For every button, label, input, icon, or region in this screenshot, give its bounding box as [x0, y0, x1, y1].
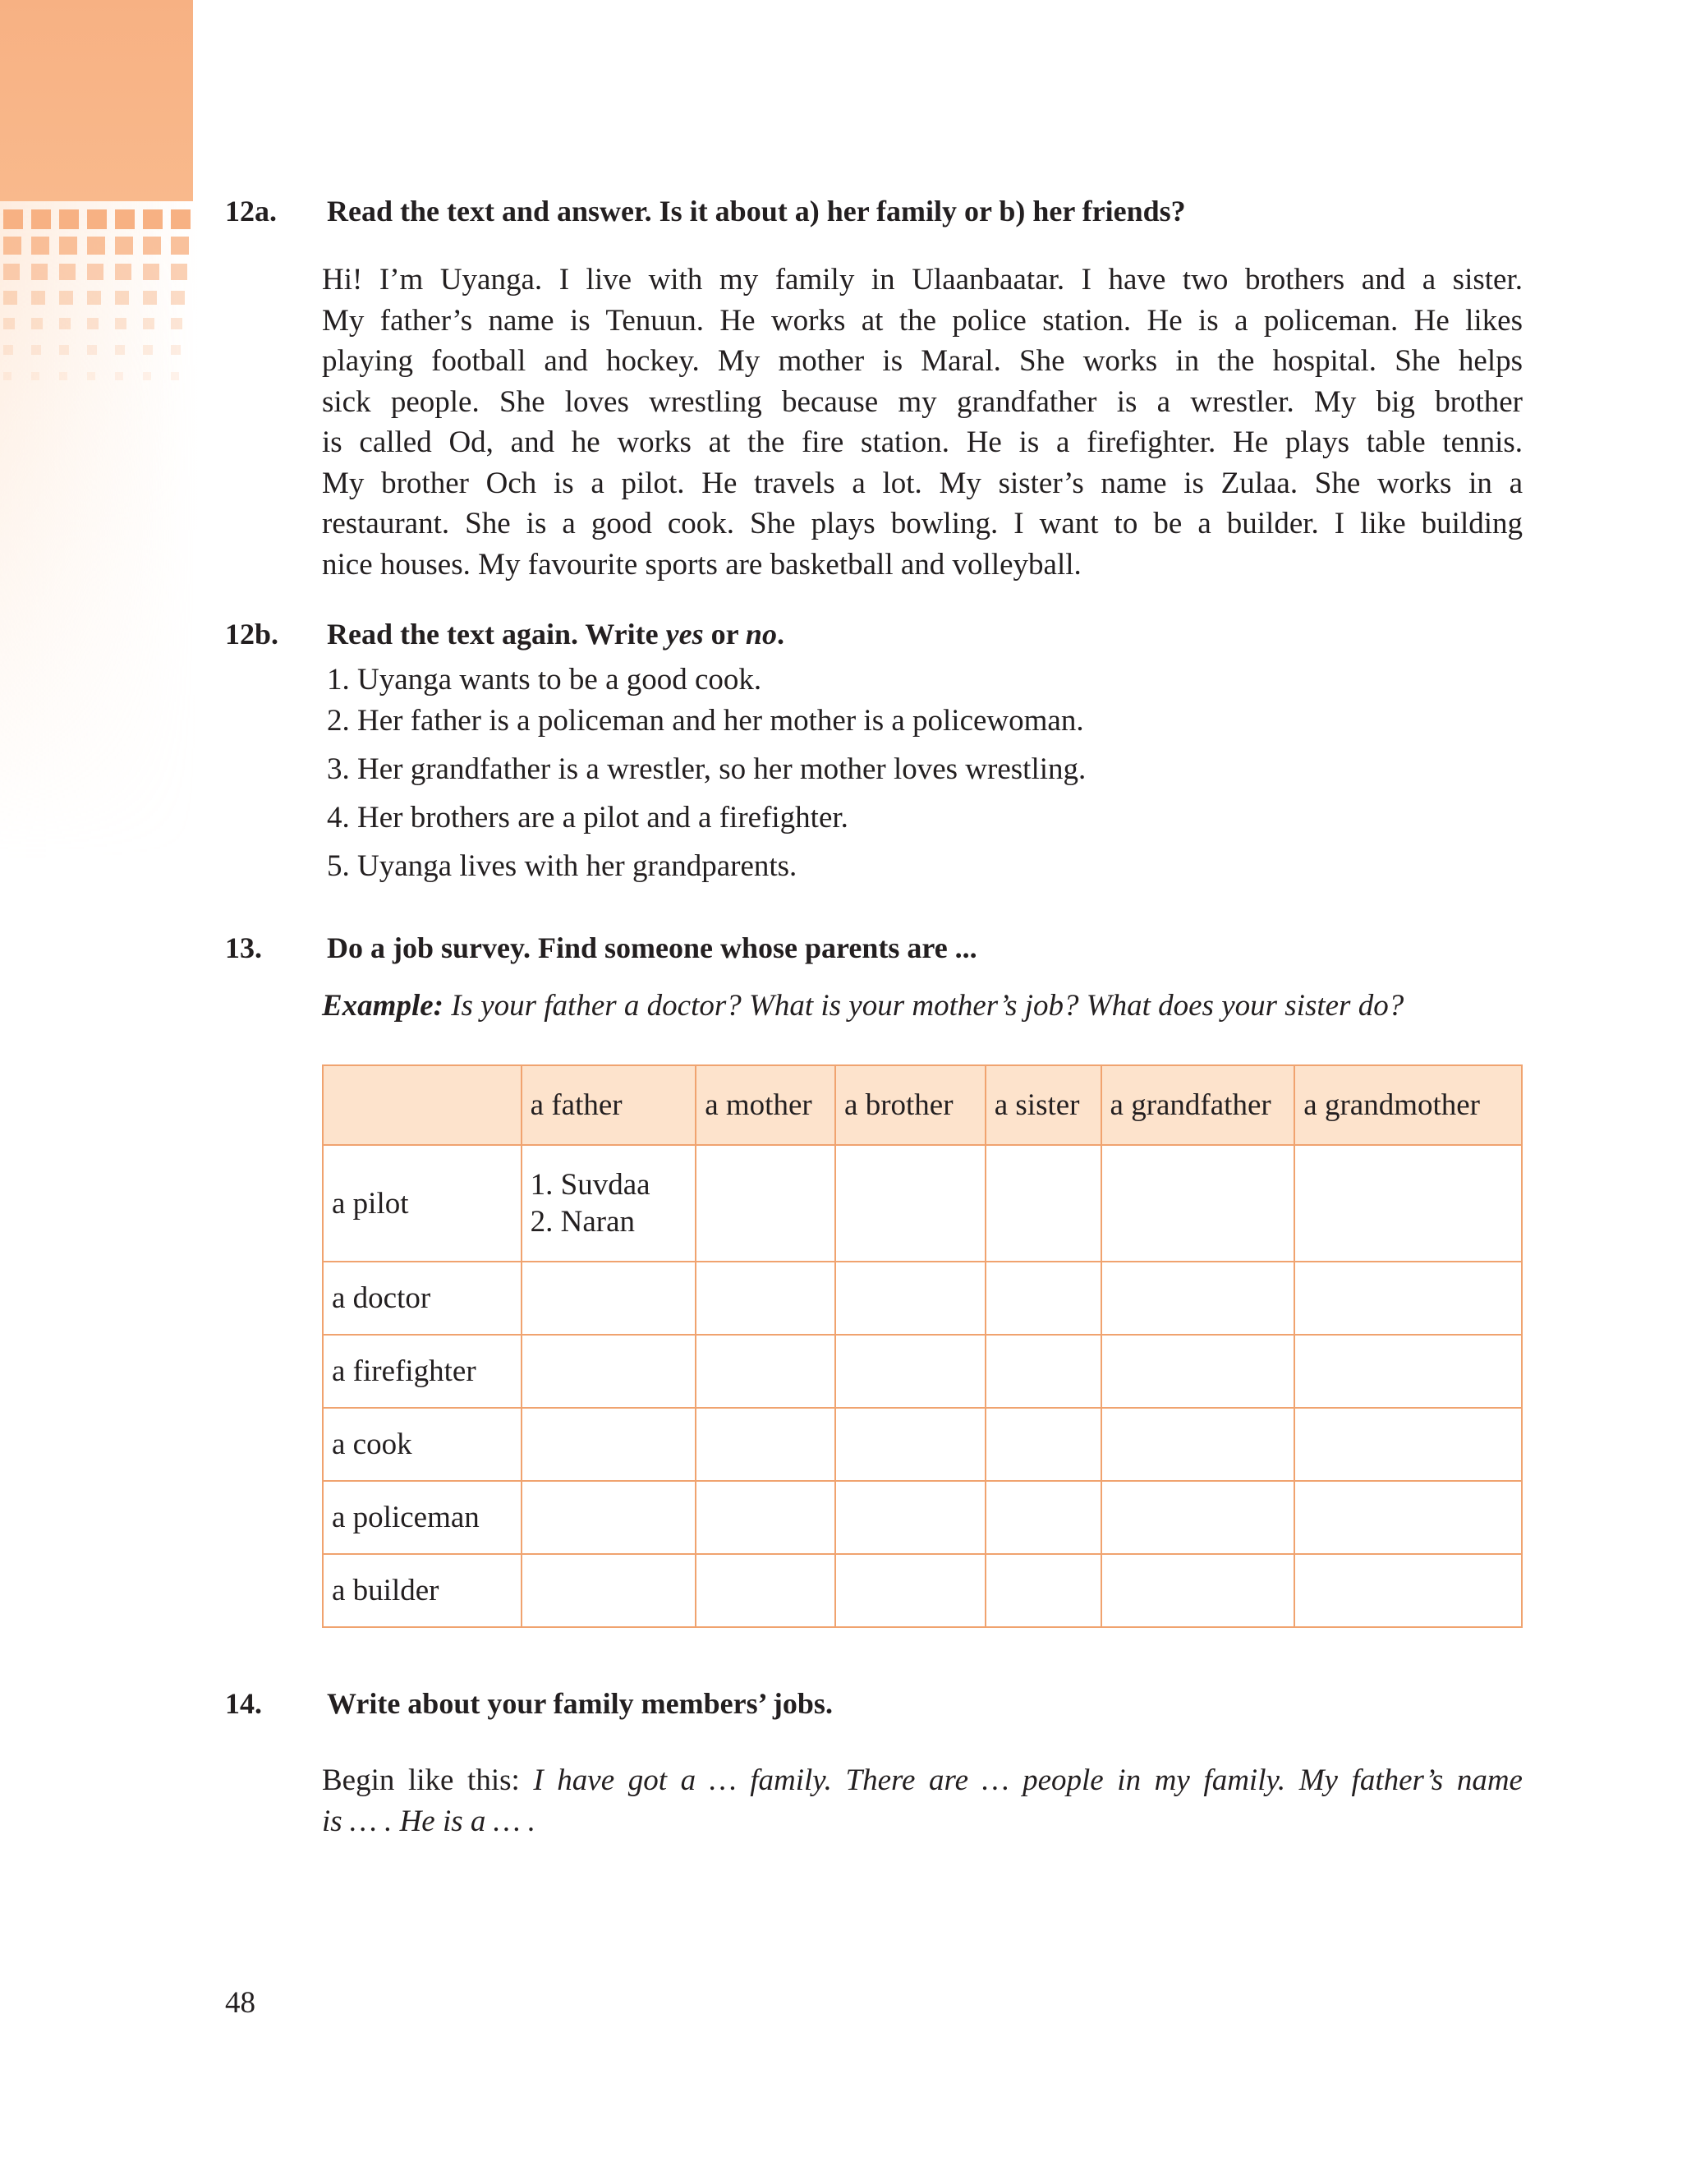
- decor-square: [115, 345, 125, 355]
- decor-square: [143, 318, 154, 329]
- text-line: My brother Och is a pilot. He travels a lot. My sister’s name is Zulaa. She works in a: [322, 466, 1523, 500]
- decor-square: [31, 318, 43, 329]
- decor-square: [87, 345, 97, 355]
- list-item: 3. Her grandfather is a wrestler, so her mother loves wrestling.: [327, 752, 1087, 786]
- column-header: a grandmother: [1294, 1065, 1522, 1145]
- exercise-number: 12a.: [225, 195, 277, 228]
- job-cell: a pilot: [323, 1145, 522, 1262]
- answer-cell[interactable]: [522, 1554, 696, 1627]
- answer-cell[interactable]: [986, 1408, 1101, 1481]
- answer-cell[interactable]: [696, 1554, 835, 1627]
- corner-decoration: [0, 0, 193, 201]
- exercise-heading: Do a job survey. Find someone whose parents are ...: [327, 931, 977, 964]
- decor-square: [59, 372, 67, 380]
- answer-cell[interactable]: [835, 1408, 986, 1481]
- answer-cell[interactable]: [986, 1335, 1101, 1408]
- decor-square: [59, 291, 73, 305]
- table-row: [323, 1554, 1522, 1627]
- table-row: [323, 1145, 1522, 1262]
- begin-text: I have got a … family. There are … people in my family. My father’s name: [533, 1763, 1523, 1797]
- list-item: 4. Her brothers are a pilot and a firefighter.: [327, 801, 848, 835]
- answer-name: 1. Suvdaa: [530, 1168, 650, 1202]
- decor-square: [171, 264, 187, 280]
- column-header: [323, 1065, 522, 1145]
- answer-cell[interactable]: [1101, 1481, 1295, 1554]
- decor-square: [59, 345, 69, 355]
- decor-square: [59, 237, 77, 255]
- text-line: nice houses. My favourite sports are basketball and volleyball.: [322, 547, 1082, 582]
- decor-square: [115, 291, 129, 305]
- exercise-heading: Read the text again. Write yes or no.: [327, 618, 784, 651]
- example-sentence: [322, 988, 1404, 1023]
- answer-cell[interactable]: [1294, 1335, 1522, 1408]
- decor-square: [87, 372, 95, 380]
- answer-cell[interactable]: [986, 1554, 1101, 1627]
- answer-cell[interactable]: [1294, 1408, 1522, 1481]
- list-item: 2. Her father is a policeman and her mother is a policewoman.: [327, 704, 1084, 738]
- text-line: is called Od, and he works at the fire station. He is a firefighter. He plays table tennis.: [322, 425, 1523, 459]
- decor-square: [171, 345, 181, 355]
- answer-cell[interactable]: [522, 1335, 696, 1408]
- answer-cell[interactable]: [1294, 1554, 1522, 1627]
- job-cell: a policeman: [323, 1481, 522, 1554]
- square-pattern-decoration: [0, 209, 197, 398]
- decor-square: [31, 264, 48, 280]
- answer-cell[interactable]: [1101, 1262, 1295, 1335]
- reading-text: [322, 260, 1523, 585]
- text-line: Hi! I’m Uyanga. I live with my family in Ulaanbaatar. I have two brothers and a sister.: [322, 263, 1523, 297]
- decor-square: [87, 209, 107, 229]
- answer-cell[interactable]: [696, 1335, 835, 1408]
- text-line: restaurant. She is a good cook. She plays bowling. I want to be a builder. I like building: [322, 507, 1523, 540]
- answer-cell[interactable]: [1101, 1145, 1295, 1262]
- exercise-number: 13.: [225, 931, 262, 964]
- decor-square: [115, 209, 135, 229]
- answer-cell[interactable]: [696, 1145, 835, 1262]
- decor-square: [171, 318, 182, 329]
- job-survey-table: [322, 1064, 1523, 1628]
- job-cell: a doctor: [323, 1262, 522, 1335]
- answer-cell[interactable]: [1101, 1335, 1295, 1408]
- answer-cell[interactable]: [522, 1262, 696, 1335]
- example-text: Is your father a doctor? What is your mother’s job? What does your sister do?: [443, 989, 1404, 1023]
- decor-square: [143, 264, 159, 280]
- column-header: a brother: [835, 1065, 986, 1145]
- answer-cell[interactable]: [986, 1262, 1101, 1335]
- answer-cell[interactable]: [986, 1481, 1101, 1554]
- answer-cell[interactable]: [835, 1335, 986, 1408]
- example-label: Example:: [322, 989, 443, 1023]
- decor-square: [115, 237, 133, 255]
- exercise-number: 12b.: [225, 618, 279, 651]
- decor-square: [87, 318, 99, 329]
- answer-cell[interactable]: [1294, 1262, 1522, 1335]
- decor-square: [59, 318, 71, 329]
- decor-square: [171, 237, 189, 255]
- text-line: playing football and hockey. My mother is Maral. She works in the hospital. She helps: [322, 344, 1523, 378]
- decor-square: [171, 209, 191, 229]
- column-header: a mother: [696, 1065, 835, 1145]
- list-item: 5. Uyanga lives with her grandparents.: [327, 849, 797, 883]
- decor-square: [171, 291, 185, 305]
- list-item: 1. Uyanga wants to be a good cook.: [327, 663, 762, 697]
- column-header: a sister: [986, 1065, 1101, 1145]
- begin-label: Begin like this:: [322, 1763, 534, 1797]
- answer-cell[interactable]: [522, 1408, 696, 1481]
- exercise-number: 14.: [225, 1687, 262, 1720]
- decor-square: [3, 291, 17, 305]
- answer-cell[interactable]: [522, 1481, 696, 1554]
- answer-cell[interactable]: [522, 1145, 696, 1262]
- decor-square: [3, 372, 11, 380]
- answer-cell[interactable]: [696, 1481, 835, 1554]
- answer-cell[interactable]: [835, 1554, 986, 1627]
- decor-square: [3, 318, 15, 329]
- decor-square: [3, 237, 21, 255]
- page-number: 48: [225, 1986, 255, 2020]
- job-cell: a cook: [323, 1408, 522, 1481]
- column-header: a father: [522, 1065, 696, 1145]
- table-row: [323, 1262, 1522, 1335]
- decor-square: [87, 264, 103, 280]
- job-cell: a builder: [323, 1554, 522, 1627]
- decor-square: [171, 372, 179, 380]
- answer-name: 2. Naran: [530, 1205, 636, 1239]
- decor-square: [115, 372, 123, 380]
- decor-square: [87, 237, 105, 255]
- decor-square: [31, 372, 39, 380]
- decor-square: [3, 345, 13, 355]
- decor-square: [31, 291, 45, 305]
- answer-cell[interactable]: [986, 1145, 1101, 1262]
- decor-square: [59, 209, 79, 229]
- decor-square: [31, 237, 49, 255]
- text-line: sick people. She loves wrestling because my grandfather is a wrestler. My big brother: [322, 384, 1523, 419]
- decor-square: [143, 291, 157, 305]
- decor-square: [115, 318, 126, 329]
- job-cell: a firefighter: [323, 1335, 522, 1408]
- answer-cell[interactable]: [835, 1262, 986, 1335]
- column-header: a grandfather: [1101, 1065, 1295, 1145]
- exercise-heading: Write about your family members’ jobs.: [327, 1687, 833, 1720]
- answer-cell[interactable]: [1101, 1408, 1295, 1481]
- table-row: [323, 1408, 1522, 1481]
- begin-prompt: [322, 1760, 1523, 1841]
- answer-cell[interactable]: [1294, 1145, 1522, 1262]
- exercise-heading: Read the text and answer. Is it about a) her family or b) her friends?: [327, 195, 1186, 228]
- answer-cell[interactable]: [696, 1262, 835, 1335]
- table-row: [323, 1335, 1522, 1408]
- answer-cell[interactable]: [1294, 1481, 1522, 1554]
- answer-cell[interactable]: [1101, 1554, 1295, 1627]
- decor-square: [3, 209, 23, 229]
- table-row: [323, 1481, 1522, 1554]
- decor-square: [87, 291, 101, 305]
- decor-square: [59, 264, 76, 280]
- decor-square: [143, 345, 153, 355]
- text-line: My father’s name is Tenuun. He works at the police station. He is a policeman. He likes: [322, 303, 1523, 338]
- answer-cell[interactable]: [696, 1408, 835, 1481]
- answer-cell[interactable]: [835, 1481, 986, 1554]
- decor-square: [115, 264, 131, 280]
- decor-square: [31, 345, 41, 355]
- table-header-row: [323, 1065, 1522, 1145]
- decor-square: [143, 209, 163, 229]
- decor-square: [3, 264, 20, 280]
- begin-text: is … . He is a … .: [322, 1804, 536, 1838]
- decor-square: [143, 237, 161, 255]
- answer-cell[interactable]: [835, 1145, 986, 1262]
- decor-square: [143, 372, 151, 380]
- decor-square: [31, 209, 51, 229]
